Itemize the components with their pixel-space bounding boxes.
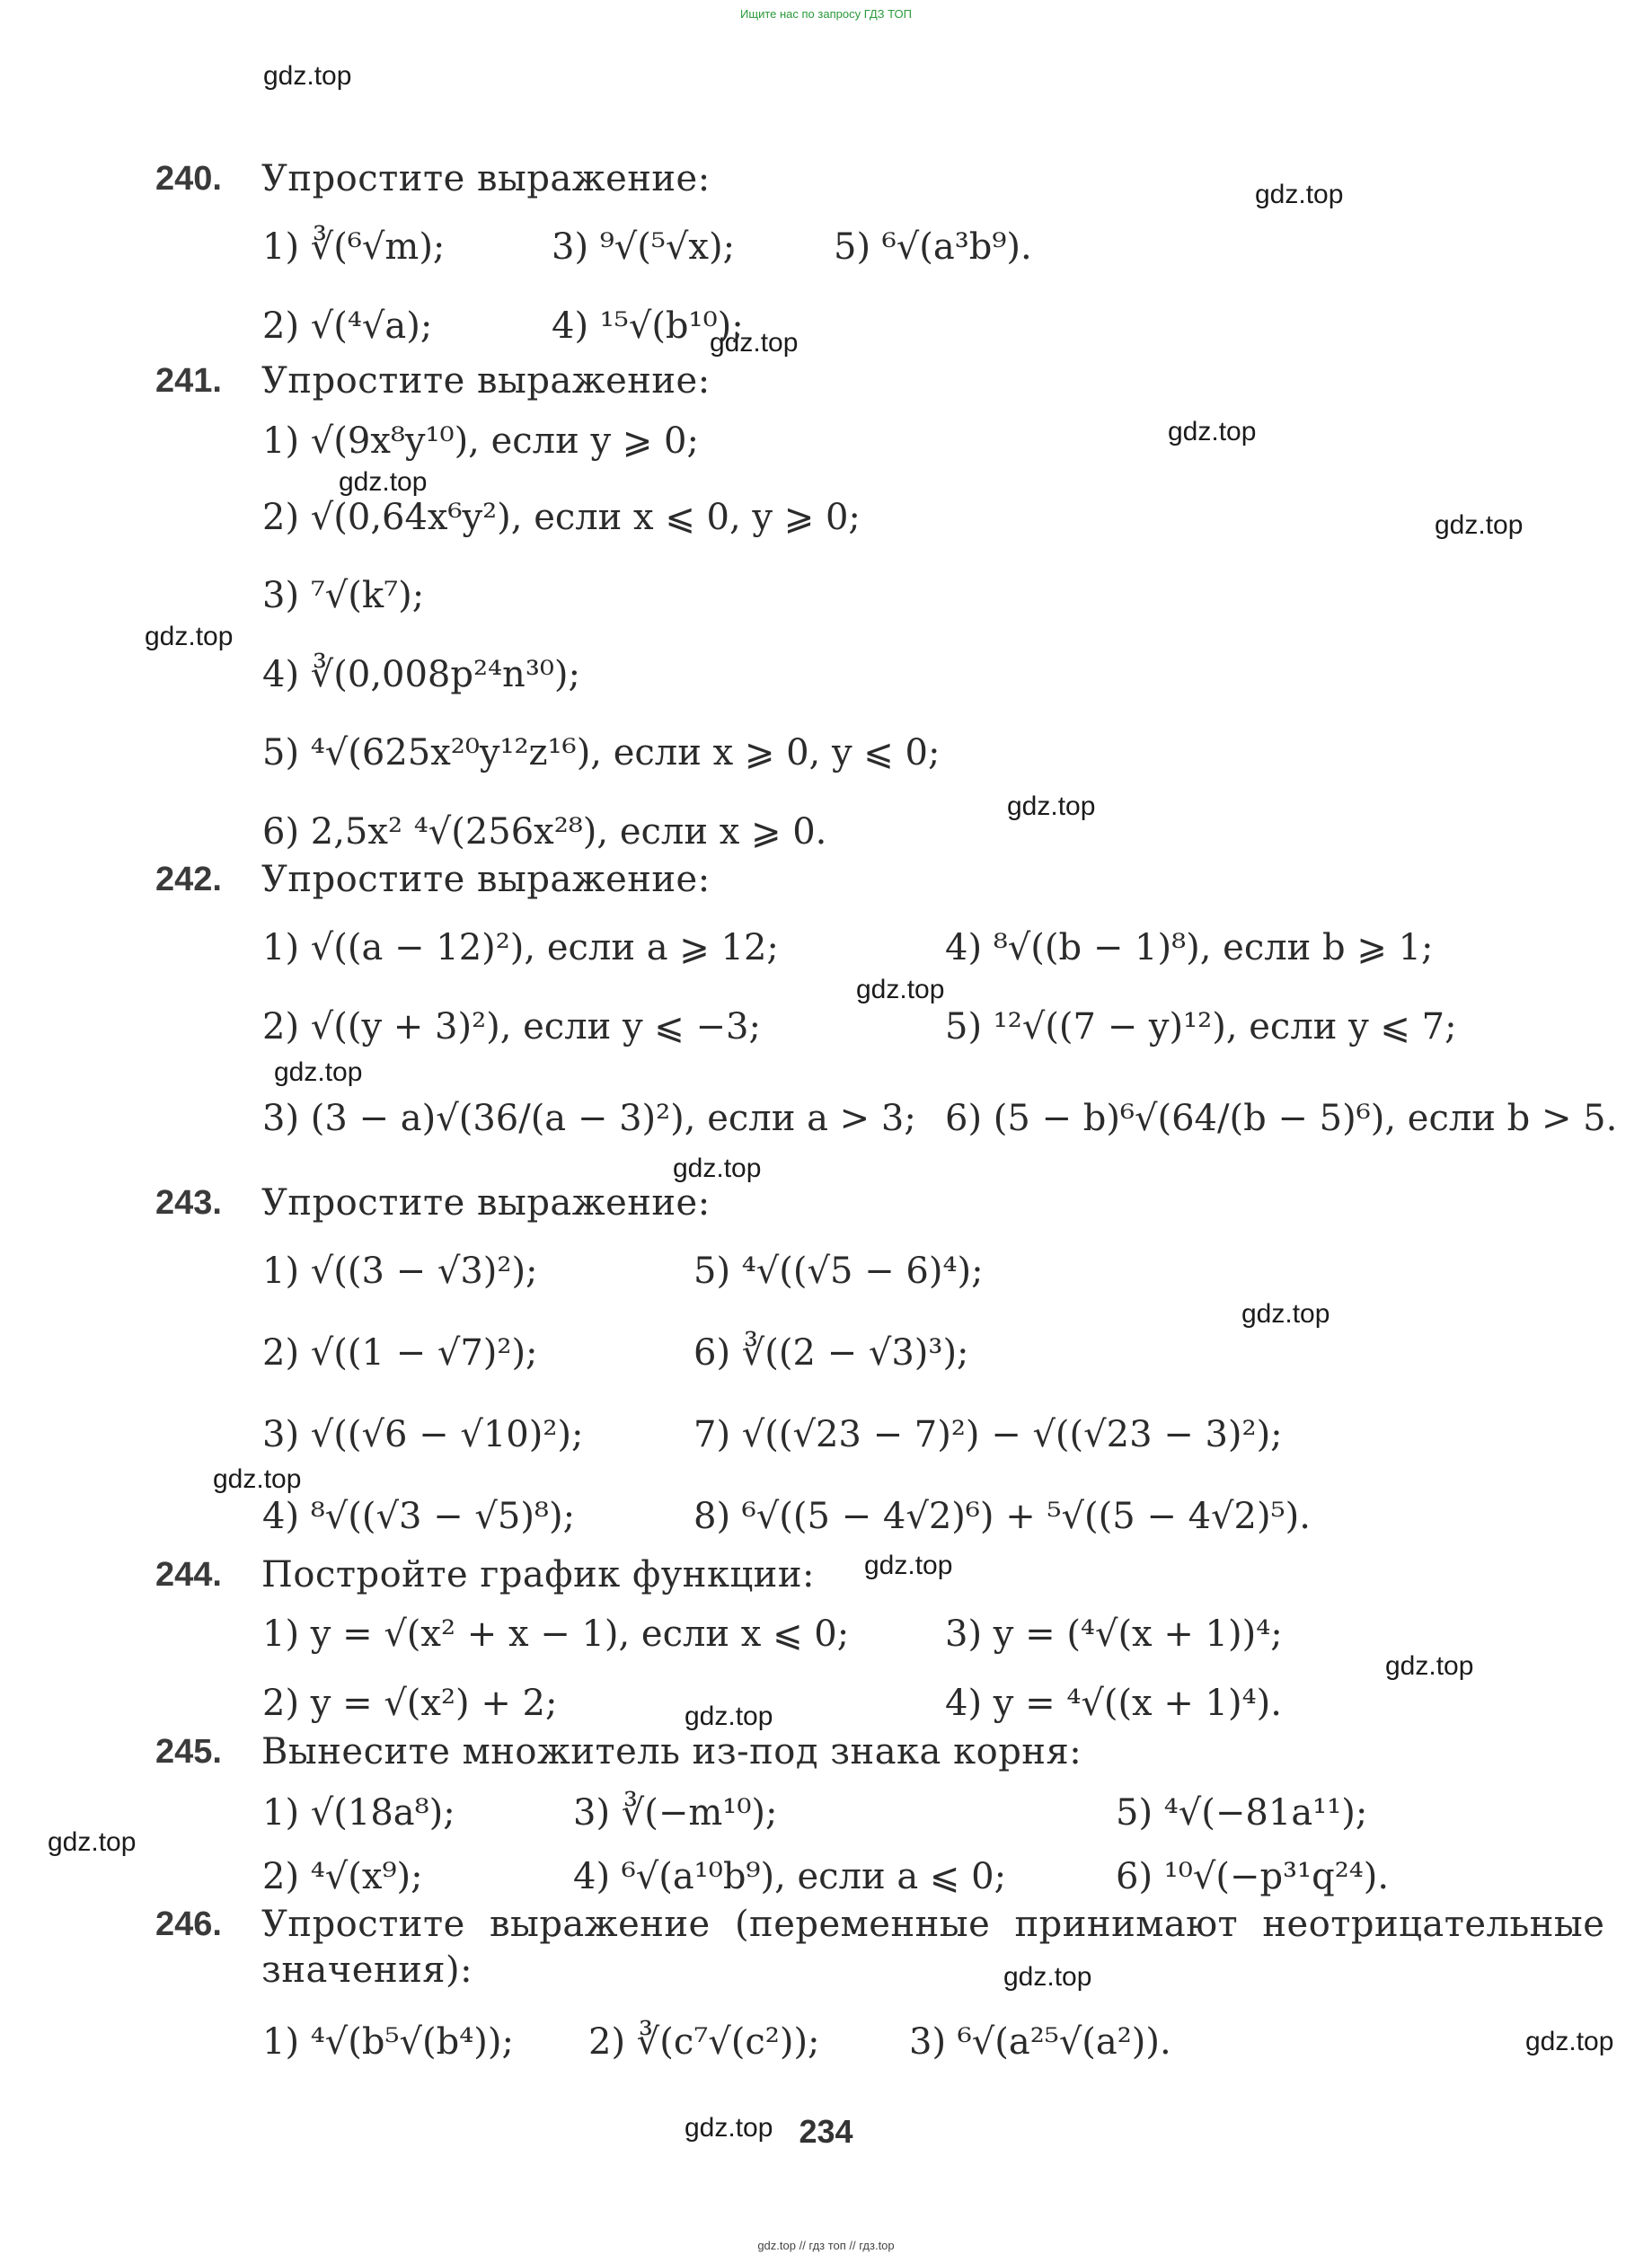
problem-item: 6) (5 − b)⁶√(64/(b − 5)⁶), если b > 5. [945,1098,1618,1139]
problem-heading: Вынесите множитель из-под знака корня: [261,1731,1082,1772]
problem-heading: Упростите выражение: [261,1182,711,1224]
problem-item: 6) 2,5x² ⁴√(256x²⁸), если x ⩾ 0. [262,811,827,853]
problem-item: 2) ∛(c⁷√(c²)); [588,2021,820,2063]
page-number: 234 [799,2113,853,2150]
watermark: gdz.top [685,1702,773,1731]
problem-item: 5) ⁴√((√5 − 6)⁴); [693,1251,984,1292]
problem-item: 1) ∛(⁶√m); [262,226,446,268]
problem-item: 3) ⁶√(a²⁵√(a²)). [909,2021,1171,2063]
problem-item: 2) ⁴√(x⁹); [262,1856,423,1897]
problem-item: 3) ⁹√(⁵√x); [552,226,736,268]
problem-heading-continued: значения): [261,1949,473,1991]
problem-item: 1) √((a − 12)²), если a ⩾ 12; [262,927,779,968]
problem-number: 245. [155,1733,222,1771]
problem-item: 1) ⁴√(b⁵√(b⁴)); [262,2021,514,2063]
problem-item: 1) √(9x⁸y¹⁰), если y ⩾ 0; [262,420,699,462]
problem-number: 241. [155,362,222,400]
watermark: gdz.top [673,1154,762,1183]
problem-item: 8) ⁶√((5 − 4√2)⁶) + ⁵√((5 − 4√2)⁵). [693,1496,1311,1537]
problem-item: 2) √((1 − √7)²); [262,1332,538,1374]
watermark: gdz.top [1435,510,1524,540]
footer-note: gdz.top // гдз топ // гдз.top [757,2239,895,2252]
problem-item: 1) √(18a⁸); [262,1792,455,1834]
problem-heading: Упростите выражение (переменные принимают неотрицательные [261,1904,1605,1945]
watermark: gdz.top [1255,180,1344,209]
watermark: gdz.top [1385,1651,1474,1681]
watermark: gdz.top [1003,1962,1092,1992]
problem-item: 2) √((y + 3)²), если y ⩽ −3; [262,1006,761,1048]
problem-item: 3) ⁷√(k⁷); [262,575,425,616]
watermark: gdz.top [263,61,352,91]
watermark: gdz.top [274,1057,363,1087]
watermark: gdz.top [856,975,945,1004]
problem-item: 3) √((√6 − √10)²); [262,1414,584,1455]
watermark: gdz.top [48,1827,137,1857]
problem-item: 3) (3 − a)√(36/(a − 3)²), если a > 3; [262,1098,916,1139]
problem-item: 4) ⁸√((√3 − √5)⁸); [262,1496,576,1537]
problem-number: 242. [155,861,222,898]
watermark: gdz.top [1525,2027,1614,2056]
problem-item: 2) √(⁴√a); [262,305,433,347]
problem-number: 244. [155,1556,222,1594]
problem-number: 240. [155,160,222,198]
problem-item: 7) √((√23 − 7)²) − √((√23 − 3)²); [693,1414,1283,1455]
problem-item: 5) ¹²√((7 − y)¹²), если y ⩽ 7; [945,1006,1457,1048]
problem-item: 3) ∛(−m¹⁰); [573,1792,778,1834]
problem-heading: Упростите выражение: [261,360,711,402]
watermark: gdz.top [145,622,234,651]
problem-item: 4) ⁶√(a¹⁰b⁹), если a ⩽ 0; [573,1856,1007,1897]
problem-item: 2) √(0,64x⁶y²), если x ⩽ 0, y ⩾ 0; [262,497,861,538]
problem-item: 1) y = √(x² + x − 1), если x ⩽ 0; [262,1613,850,1655]
problem-item: 5) ⁴√(625x²⁰y¹²z¹⁶), если x ⩾ 0, y ⩽ 0; [262,732,941,773]
problem-heading: Упростите выражение: [261,859,711,900]
problem-item: 5) ⁴√(−81a¹¹); [1116,1792,1368,1834]
problem-item: 4) ∛(0,008p²⁴n³⁰); [262,654,580,695]
problem-item: 4) ⁸√((b − 1)⁸), если b ⩾ 1; [945,927,1434,968]
problem-item: 6) ∛((2 − √3)³); [693,1332,969,1374]
watermark: gdz.top [213,1464,302,1494]
top-note: Ищите нас по запросу ГДЗ ТОП [740,7,912,21]
problem-item: 4) ¹⁵√(b¹⁰); [552,305,744,347]
problem-item: 2) y = √(x²) + 2; [262,1683,558,1724]
watermark: gdz.top [685,2113,773,2143]
problem-item: 6) ¹⁰√(−p³¹q²⁴). [1116,1856,1390,1897]
watermark: gdz.top [1168,417,1257,446]
problem-item: 3) y = (⁴√(x + 1))⁴; [945,1613,1283,1655]
problem-item: 4) y = ⁴√((x + 1)⁴). [945,1683,1282,1724]
problem-number: 246. [155,1905,222,1943]
watermark: gdz.top [1007,791,1096,821]
watermark: gdz.top [339,467,428,497]
problem-number: 243. [155,1184,222,1222]
problem-item: 5) ⁶√(a³b⁹). [834,226,1032,268]
problem-heading: Упростите выражение: [261,158,711,199]
watermark: gdz.top [710,328,799,358]
problem-heading: Постройте график функции: [261,1554,815,1596]
watermark: gdz.top [864,1551,953,1580]
watermark: gdz.top [1241,1299,1330,1329]
problem-item: 1) √((3 − √3)²); [262,1251,538,1292]
